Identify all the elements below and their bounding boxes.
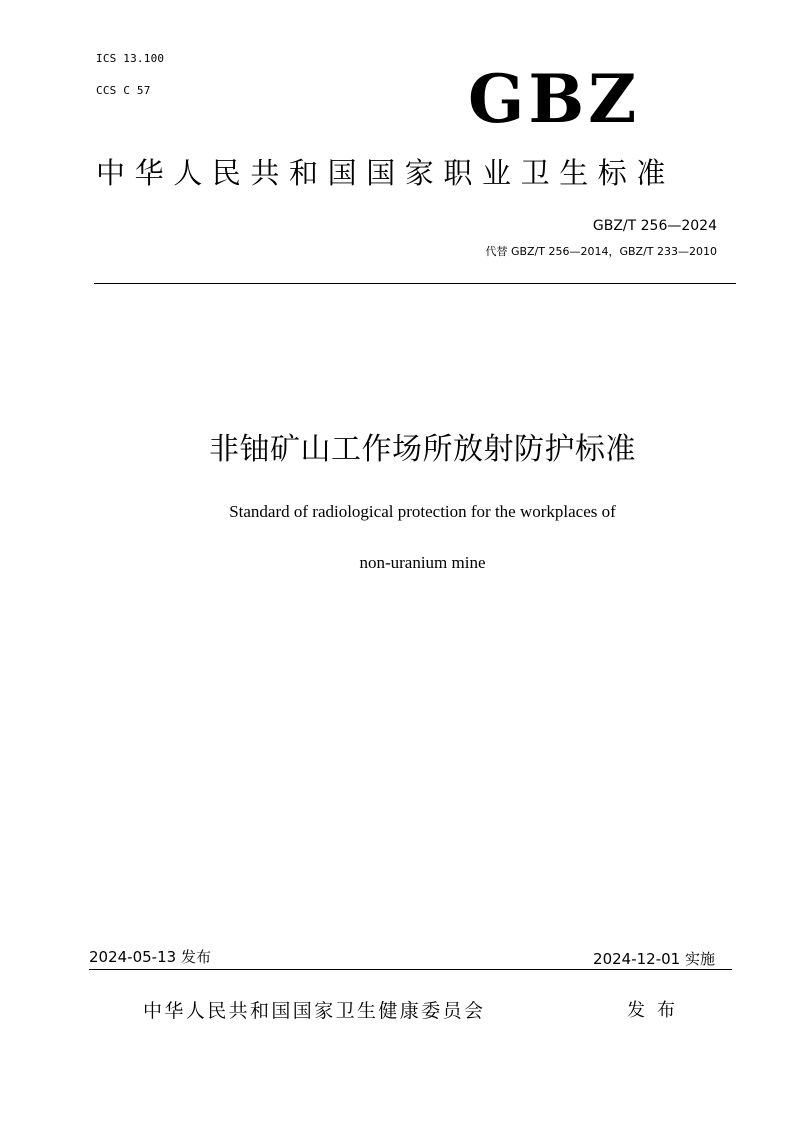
replaced-standards: 代替 GBZ/T 256—2014，GBZ/T 233—2010 — [485, 245, 717, 258]
document-title-english-line-1: Standard of radiological protection for the workplaces of — [229, 502, 616, 521]
document-title-chinese: 非铀矿山工作场所放射防护标准 — [209, 432, 636, 467]
ics-code: ICS 13.100 — [96, 52, 165, 65]
publish-label: 发布 — [627, 1000, 687, 1021]
implementation-date: 2024-12-01 实施 — [593, 950, 715, 968]
header-divider — [94, 283, 736, 284]
ccs-code: CCS C 57 — [96, 84, 151, 97]
footer-divider — [89, 969, 732, 970]
issue-date: 2024-05-13 发布 — [89, 948, 211, 966]
issuing-authority: 中华人民共和国国家卫生健康委员会 — [143, 1000, 486, 1022]
document-title-english-line-2: non-uranium mine — [359, 553, 486, 572]
standard-number: GBZ/T 256—2024 — [592, 218, 717, 234]
gbz-logo: GBZ — [468, 60, 641, 138]
standard-authority-title: 中华人民共和国国家职业卫生标准 — [96, 156, 676, 190]
